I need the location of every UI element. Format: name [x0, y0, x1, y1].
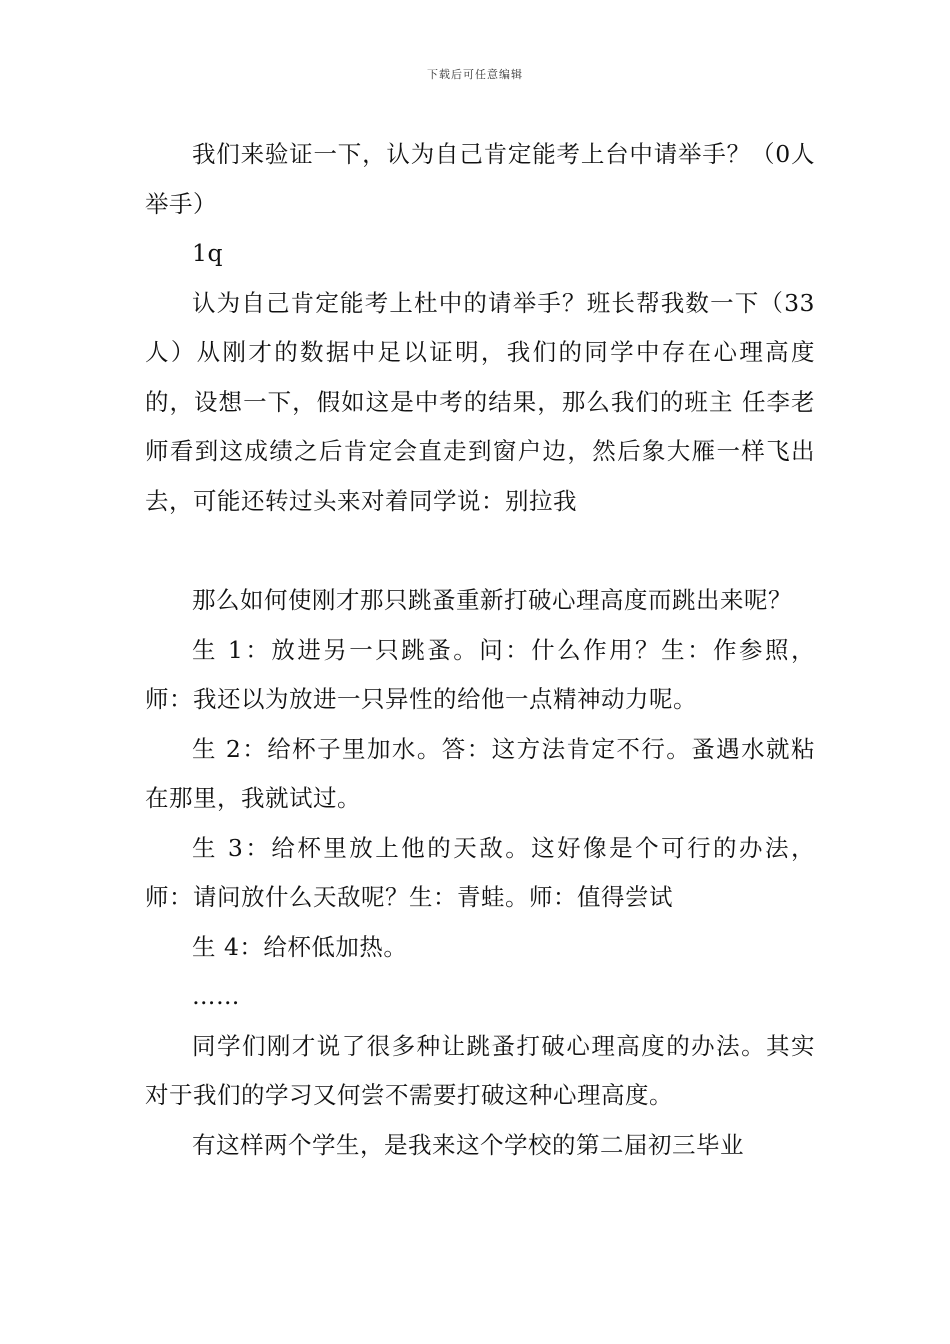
paragraph-student-2: 生 2：给杯子里加水。答：这方法肯定不行。蚤遇水就粘在那里，我就试过。 — [145, 734, 815, 812]
paragraph-two-students: 有这样两个学生，是我来这个学校的第二届初三毕业 — [192, 1130, 744, 1159]
page-header: 下载后可任意编辑 — [427, 68, 523, 81]
paragraph-gap — [145, 526, 815, 576]
paragraph-student-3: 生 3：给杯里放上他的天敌。这好像是个可行的办法，师：请问放什么天敌呢？生：青蛙。师：值得尝试 — [145, 833, 815, 911]
paragraph-note: 1q — [192, 239, 223, 267]
paragraph-verify-question: 我们来验证一下，认为自己肯定能考上台中请举手？（0人举手） — [145, 140, 815, 218]
paragraph-summary: 同学们刚才说了很多种让跳蚤打破心理高度的办法。其实对于我们的学习又何尝不需要打破这种心理高度。 — [145, 1031, 815, 1109]
paragraph-ellipsis: …… — [192, 982, 240, 1010]
paragraph-student-1: 生 1：放进另一只跳蚤。问：什么作用？生：作参照，师：我还以为放进一只异性的给他一点精神动力呢。 — [145, 635, 815, 713]
paragraph-student-4: 生 4：给杯低加热。 — [192, 932, 408, 961]
paragraph-second-question: 认为自己肯定能考上杜中的请举手？班长帮我数一下（33 人）从刚才的数据中足以证明，我们的同学中存在心理高度的，设想一下，假如这是中考的结果，那么我们的班主 任李老师看到这成绩之后肯定会直走到窗户边，然后象大雁一样飞出去，可能还转过头来对着同学说：别拉我 — [145, 288, 815, 515]
document-body — [145, 130, 815, 1170]
paragraph-how-question: 那么如何使刚才那只跳蚤重新打破心理高度而跳出来呢？ — [192, 586, 792, 614]
